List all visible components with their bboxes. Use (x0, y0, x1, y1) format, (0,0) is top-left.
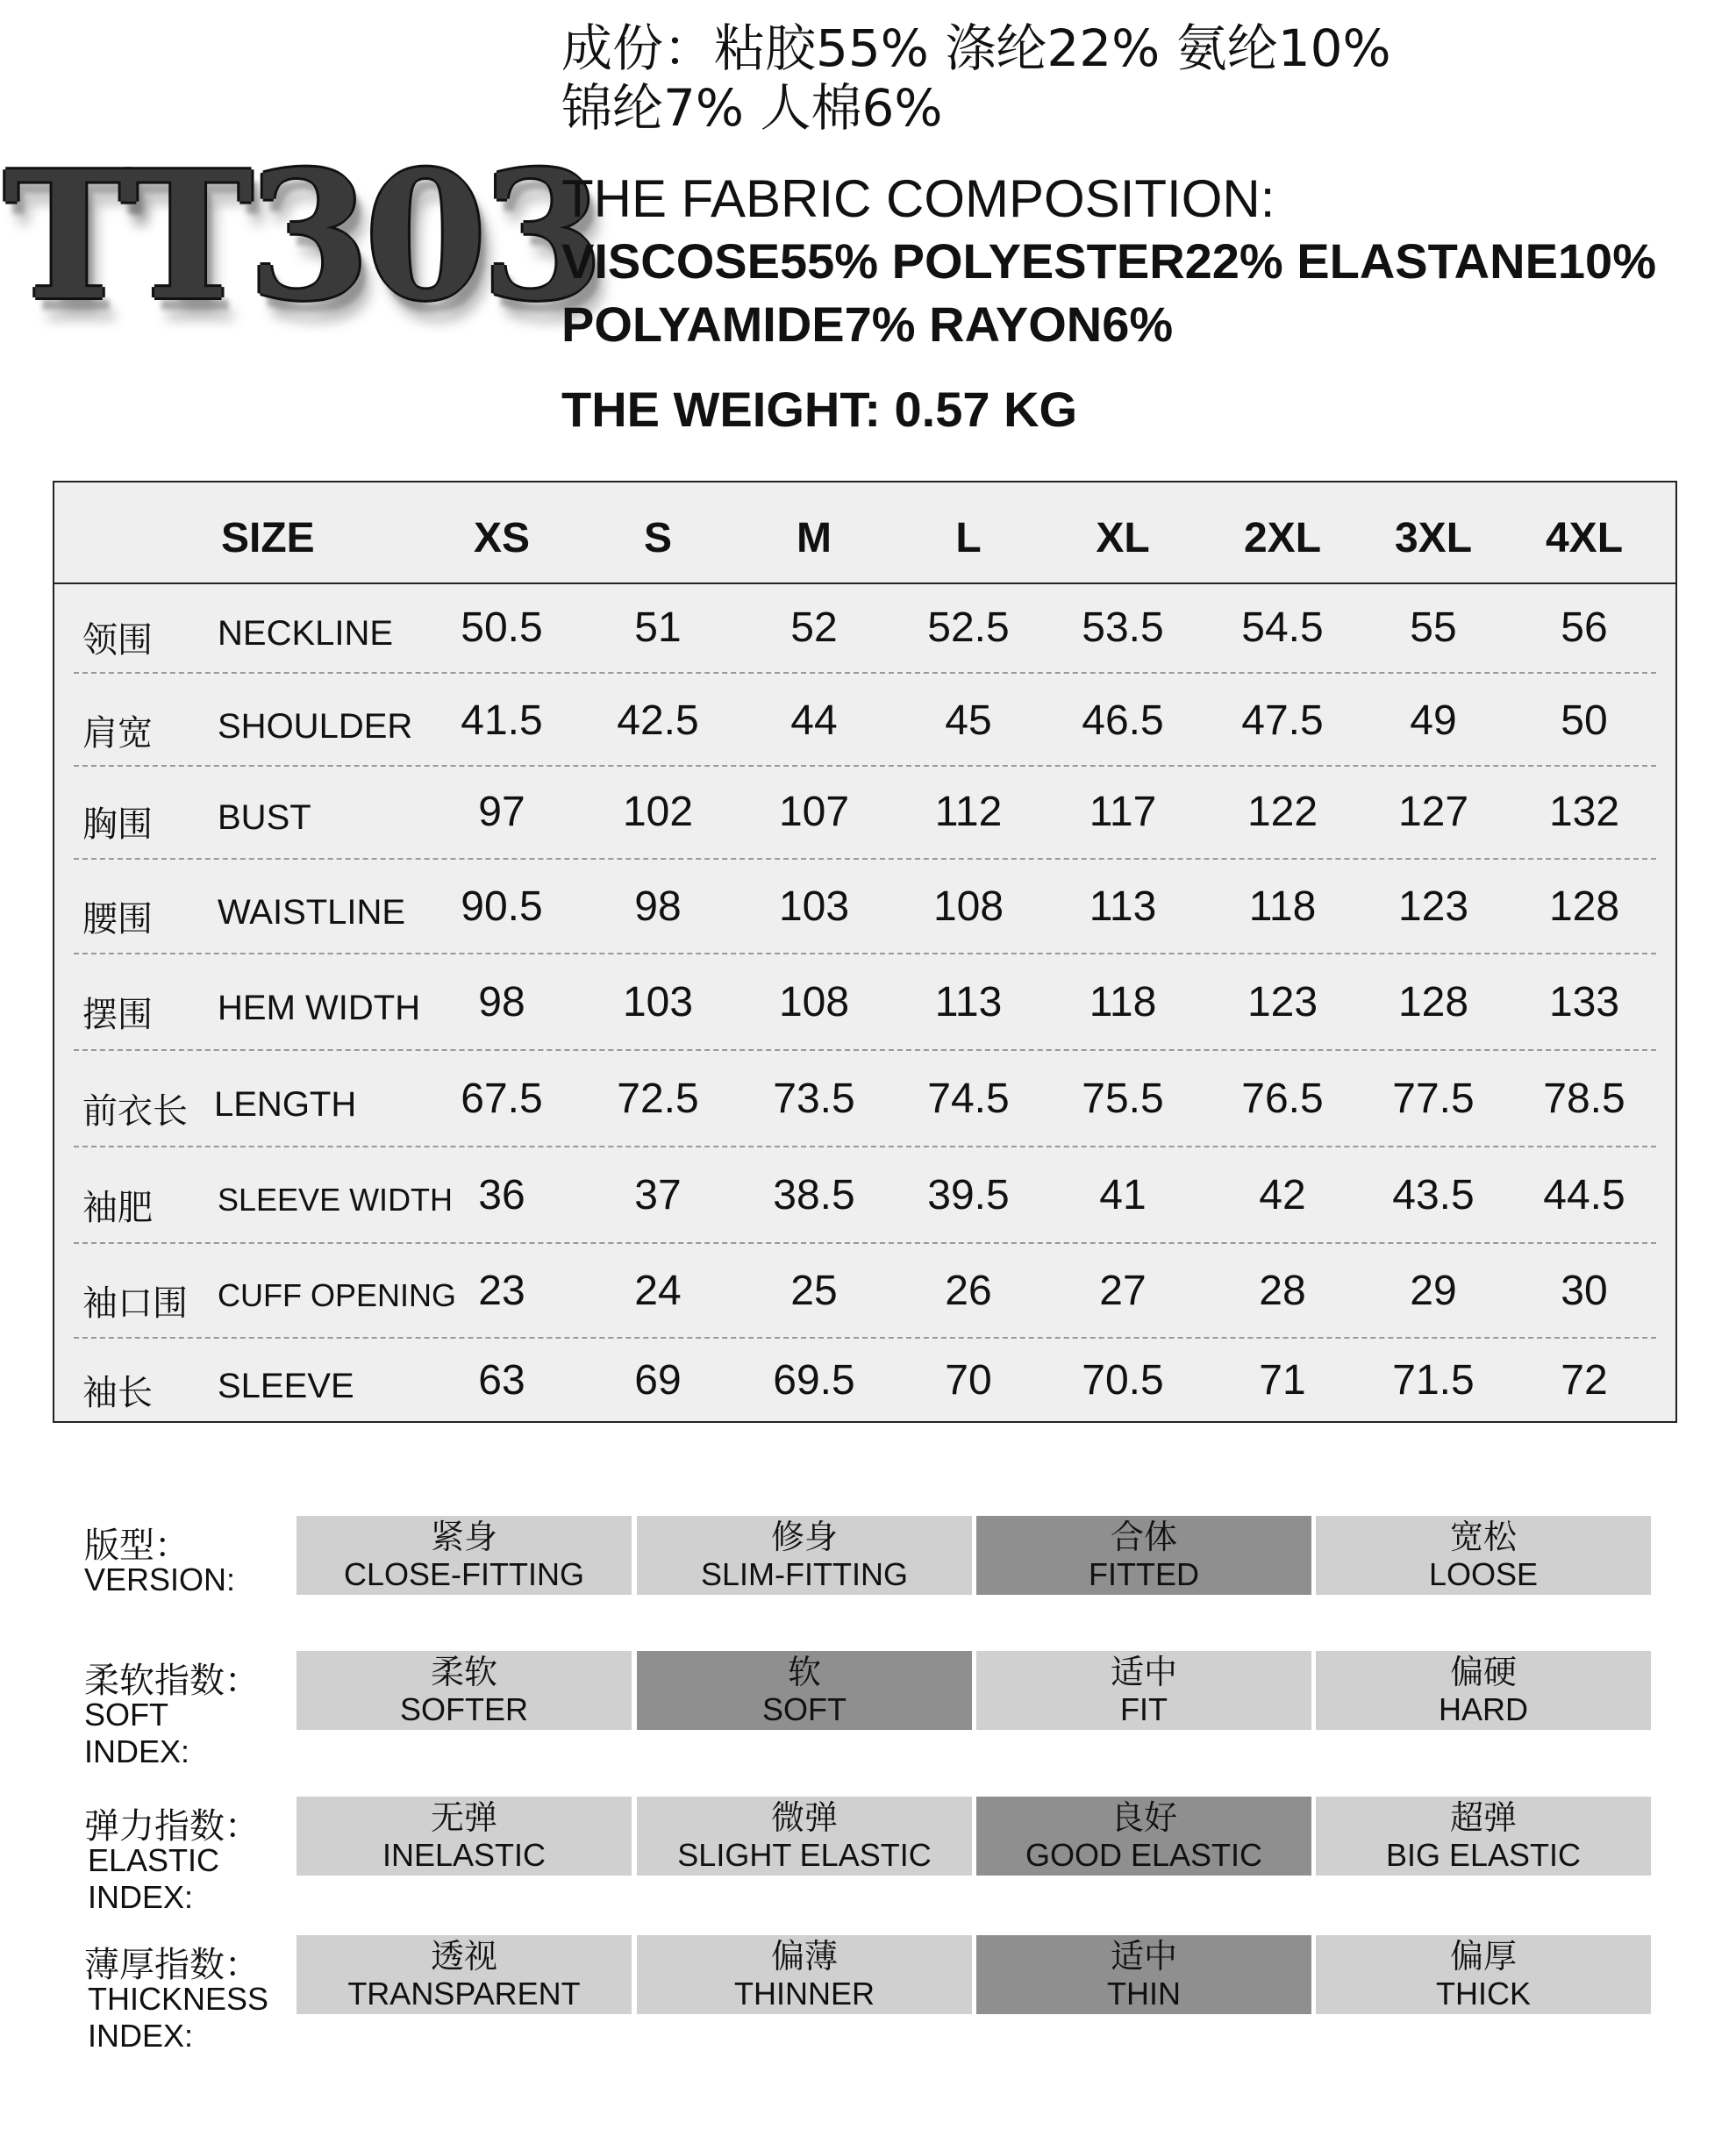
table-cell: 37 (634, 1172, 682, 1218)
index-option (296, 1935, 632, 2014)
table-cell: 128 (1397, 979, 1469, 1025)
index-option (976, 1651, 1311, 1730)
index-option (637, 1935, 972, 2014)
index-option (637, 1797, 972, 1876)
table-cell: 72.5 (617, 1076, 699, 1122)
table-cell: 90.5 (461, 883, 543, 930)
index-label-cn: 柔软指数： (84, 1661, 260, 1701)
table-cell: 47.5 (1241, 697, 1324, 744)
table-cell: 108 (932, 883, 1004, 930)
fabric-weight: THE WEIGHT: 0.57 KG (561, 382, 1078, 437)
index-row (0, 1937, 1736, 2060)
composition-cn-line2: 锦纶7% 人棉6% (561, 78, 943, 138)
table-cell: 56 (1561, 604, 1608, 651)
index-option-selected (976, 1797, 1311, 1876)
option-label-cn: 合体 (1110, 1518, 1177, 1556)
table-cell: 118 (1248, 883, 1317, 930)
option-label-cn: 适中 (1110, 1937, 1177, 1976)
composition-en-title: THE FABRIC COMPOSITION: (561, 169, 1275, 228)
table-cell: 128 (1548, 883, 1620, 930)
table-cell: 77.5 (1392, 1076, 1475, 1122)
row-label-cn: 前衣长 (82, 1091, 188, 1132)
size-header-2xl: 2XL (1243, 515, 1322, 561)
option-label-en: TRANSPARENT (347, 1976, 581, 2012)
size-header-3xl: 3XL (1394, 515, 1473, 561)
table-cell: 76.5 (1241, 1076, 1324, 1122)
table-cell: 36 (478, 1172, 525, 1218)
size-header-m: M (797, 515, 832, 561)
table-cell: 39.5 (927, 1172, 1010, 1218)
index-row (0, 1653, 1736, 1776)
index-option-selected (976, 1935, 1311, 2014)
index-option-selected (637, 1651, 972, 1730)
index-option (296, 1516, 632, 1595)
index-option (1316, 1797, 1651, 1876)
row-label-en: SLEEVE (218, 1367, 354, 1405)
index-row (0, 1518, 1736, 1640)
option-label-cn: 软 (787, 1653, 821, 1691)
table-row (54, 675, 1675, 767)
row-label-en: BUST (218, 798, 311, 837)
table-cell: 41 (1099, 1172, 1147, 1218)
table-cell: 75.5 (1082, 1076, 1164, 1122)
table-cell: 73.5 (773, 1076, 855, 1122)
option-label-cn: 紧身 (430, 1518, 497, 1556)
row-label-en: SHOULDER (218, 707, 413, 746)
option-label-en: LOOSE (1428, 1556, 1539, 1592)
table-cell: 50.5 (461, 604, 543, 651)
table-cell: 98 (634, 883, 682, 930)
composition-cn-line1: 成份：粘胶55% 涤纶22% 氨纶10% (561, 18, 1391, 78)
table-cell: 26 (945, 1268, 992, 1314)
table-row (54, 1339, 1675, 1423)
table-row (54, 954, 1675, 1051)
row-label-en: SLEEVE WIDTH (218, 1182, 454, 1218)
index-label-en: THICKNESS INDEX: (88, 1981, 269, 2054)
table-row (54, 860, 1675, 954)
table-cell: 27 (1099, 1268, 1147, 1314)
option-label-en: INELASTIC (382, 1837, 547, 1873)
option-label-cn: 偏薄 (770, 1937, 838, 1976)
table-cell: 123 (1247, 979, 1318, 1025)
index-label-cn: 薄厚指数： (84, 1945, 260, 1985)
row-label-en: CUFF OPENING (218, 1277, 457, 1313)
row-label-cn: 腰围 (82, 899, 153, 940)
table-cell: 117 (1089, 789, 1157, 835)
size-chart-table (53, 481, 1677, 1423)
size-header-l: L (955, 515, 982, 561)
table-row (54, 765, 1675, 860)
table-cell: 113 (934, 979, 1003, 1025)
index-label-cn: 版型： (84, 1526, 189, 1566)
table-cell: 28 (1259, 1268, 1306, 1314)
table-cell: 70.5 (1082, 1357, 1164, 1404)
index-option (637, 1516, 972, 1595)
table-cell: 98 (478, 979, 525, 1025)
index-option-selected (976, 1516, 1311, 1595)
row-label-cn: 袖口围 (82, 1283, 188, 1324)
table-cell: 24 (634, 1268, 682, 1314)
table-cell: 71 (1259, 1357, 1306, 1404)
table-cell: 74.5 (927, 1076, 1010, 1122)
table-cell: 97 (478, 789, 525, 835)
table-cell: 38.5 (773, 1172, 855, 1218)
table-cell: 29 (1410, 1268, 1457, 1314)
index-label-cn: 弹力指数： (84, 1806, 260, 1847)
table-cell: 30 (1561, 1268, 1608, 1314)
table-cell: 69.5 (773, 1357, 855, 1404)
size-header-4xl: 4XL (1545, 515, 1624, 561)
table-row (54, 582, 1675, 674)
table-cell: 122 (1247, 789, 1318, 835)
option-label-en: SLIM-FITTING (701, 1556, 908, 1592)
option-label-cn: 适中 (1110, 1653, 1177, 1691)
index-row (0, 1798, 1736, 1921)
table-cell: 51 (634, 604, 682, 651)
table-cell: 132 (1548, 789, 1620, 835)
table-cell: 25 (790, 1268, 838, 1314)
table-cell: 107 (778, 789, 850, 835)
table-cell: 118 (1089, 979, 1157, 1025)
table-cell: 49 (1410, 697, 1457, 744)
option-label-en: SLIGHT ELASTIC (677, 1837, 932, 1873)
table-row (54, 1147, 1675, 1244)
table-cell: 69 (634, 1357, 682, 1404)
size-header-xl: XL (1096, 515, 1150, 561)
option-label-en: HARD (1438, 1691, 1528, 1727)
index-option (1316, 1935, 1651, 2014)
row-label-cn: 肩宽 (82, 713, 153, 754)
table-cell: 42.5 (617, 697, 699, 744)
option-label-cn: 偏硬 (1449, 1653, 1517, 1691)
table-cell: 54.5 (1241, 604, 1324, 651)
table-cell: 55 (1410, 604, 1457, 651)
option-label-en: CLOSE-FITTING (343, 1556, 584, 1592)
row-label-cn: 胸围 (82, 804, 153, 845)
option-label-cn: 良好 (1110, 1798, 1177, 1837)
table-cell: 44.5 (1543, 1172, 1625, 1218)
table-cell: 53.5 (1082, 604, 1164, 651)
table-cell: 52.5 (927, 604, 1010, 651)
row-label-en: LENGTH (214, 1085, 357, 1124)
table-cell: 102 (622, 789, 694, 835)
row-label-en: NECKLINE (218, 614, 394, 653)
option-label-cn: 宽松 (1449, 1518, 1517, 1556)
table-row (54, 1051, 1675, 1147)
row-label-cn: 袖长 (82, 1373, 153, 1413)
size-header-row (54, 482, 1675, 584)
row-label-cn: 领围 (82, 620, 153, 661)
row-label-en: HEM WIDTH (218, 989, 421, 1027)
table-row (54, 1244, 1675, 1339)
table-cell: 71.5 (1392, 1357, 1475, 1404)
table-cell: 133 (1548, 979, 1620, 1025)
table-cell: 42 (1259, 1172, 1306, 1218)
table-cell: 44 (790, 697, 838, 744)
table-cell: 63 (478, 1357, 525, 1404)
option-label-cn: 无弹 (430, 1798, 497, 1837)
index-option (1316, 1516, 1651, 1595)
table-cell: 43.5 (1392, 1172, 1475, 1218)
table-cell: 108 (778, 979, 850, 1025)
option-label-en: GOOD ELASTIC (1025, 1837, 1263, 1873)
option-label-en: THICK (1436, 1976, 1531, 2012)
table-cell: 78.5 (1543, 1076, 1625, 1122)
table-cell: 103 (622, 979, 694, 1025)
option-label-en: THIN (1107, 1976, 1181, 2012)
table-cell: 23 (478, 1268, 525, 1314)
composition-en-line1: VISCOSE55% POLYESTER22% ELASTANE10% (561, 233, 1656, 289)
row-label-cn: 摆围 (82, 995, 153, 1035)
table-cell: 127 (1397, 789, 1469, 835)
brand-logo: TT303 (4, 133, 599, 339)
composition-en-line2: POLYAMIDE7% RAYON6% (561, 297, 1174, 352)
table-cell: 50 (1561, 697, 1608, 744)
option-label-en: BIG ELASTIC (1385, 1837, 1582, 1873)
size-header-s: S (643, 515, 672, 561)
index-label-en: ELASTIC INDEX: (88, 1842, 220, 1915)
table-cell: 41.5 (461, 697, 543, 744)
size-header-xs: XS (473, 515, 531, 561)
row-label-cn: 袖肥 (82, 1188, 153, 1228)
index-label-en: SOFT INDEX: (84, 1697, 190, 1769)
row-label-en: WAISTLINE (218, 893, 406, 932)
option-label-cn: 超弹 (1449, 1798, 1517, 1837)
index-option (296, 1797, 632, 1876)
table-cell: 72 (1561, 1357, 1608, 1404)
option-label-en: SOFT (762, 1691, 847, 1727)
table-cell: 123 (1397, 883, 1469, 930)
row-divider (74, 672, 1656, 674)
option-label-cn: 透视 (430, 1937, 497, 1976)
option-label-cn: 偏厚 (1449, 1937, 1517, 1976)
option-label-cn: 柔软 (430, 1653, 497, 1691)
table-cell: 112 (934, 789, 1003, 835)
table-cell: 67.5 (461, 1076, 543, 1122)
table-cell: 46.5 (1082, 697, 1164, 744)
table-cell: 113 (1089, 883, 1157, 930)
option-label-cn: 微弹 (770, 1798, 838, 1837)
table-cell: 52 (790, 604, 838, 651)
option-label-en: FIT (1120, 1691, 1168, 1727)
option-label-en: SOFTER (399, 1691, 528, 1727)
option-label-cn: 修身 (770, 1518, 838, 1556)
size-header-label: SIZE (221, 515, 315, 561)
index-option (296, 1651, 632, 1730)
table-cell: 70 (945, 1357, 992, 1404)
table-cell: 103 (778, 883, 850, 930)
option-label-en: THINNER (734, 1976, 875, 2012)
option-label-en: FITTED (1089, 1556, 1199, 1592)
index-label-en: VERSION: (84, 1561, 236, 1597)
table-cell: 45 (945, 697, 992, 744)
index-option (1316, 1651, 1651, 1730)
